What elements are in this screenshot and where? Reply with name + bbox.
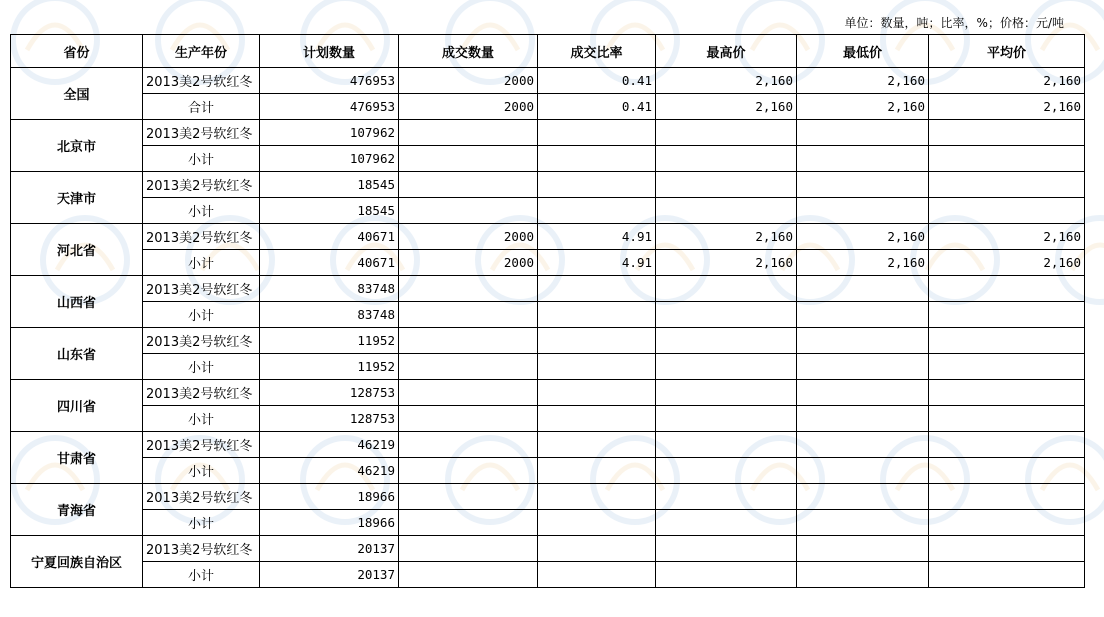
cell-avg-price	[929, 172, 1085, 198]
cell-max-price	[656, 536, 797, 562]
cell-deal-qty	[399, 328, 538, 354]
header-avg-price: 平均价	[929, 35, 1085, 68]
cell-deal-ratio	[538, 198, 656, 224]
cell-year: 小计	[143, 146, 260, 172]
cell-deal-qty	[399, 198, 538, 224]
cell-deal-ratio	[538, 484, 656, 510]
cell-max-price	[656, 406, 797, 432]
cell-deal-ratio: 0.41	[538, 94, 656, 120]
cell-avg-price	[929, 146, 1085, 172]
cell-plan-qty: 18966	[260, 510, 399, 536]
cell-deal-qty: 2000	[399, 250, 538, 276]
cell-max-price	[656, 432, 797, 458]
cell-min-price	[797, 536, 929, 562]
cell-plan-qty: 476953	[260, 94, 399, 120]
cell-deal-ratio	[538, 120, 656, 146]
cell-year: 小计	[143, 458, 260, 484]
cell-max-price: 2,160	[656, 68, 797, 94]
cell-min-price	[797, 120, 929, 146]
cell-plan-qty: 83748	[260, 302, 399, 328]
cell-plan-qty: 40671	[260, 224, 399, 250]
cell-avg-price	[929, 536, 1085, 562]
cell-year: 小计	[143, 354, 260, 380]
cell-max-price	[656, 302, 797, 328]
cell-year: 2013美2号软红冬	[143, 380, 260, 406]
cell-deal-qty	[399, 354, 538, 380]
cell-deal-ratio	[538, 510, 656, 536]
cell-year: 2013美2号软红冬	[143, 224, 260, 250]
cell-deal-qty	[399, 432, 538, 458]
cell-deal-ratio	[538, 302, 656, 328]
cell-year: 小计	[143, 562, 260, 588]
cell-plan-qty: 128753	[260, 380, 399, 406]
table-row	[11, 198, 1085, 224]
cell-min-price	[797, 510, 929, 536]
cell-deal-qty	[399, 458, 538, 484]
cell-avg-price	[929, 510, 1085, 536]
cell-deal-qty: 2000	[399, 68, 538, 94]
cell-deal-qty: 2000	[399, 224, 538, 250]
cell-deal-qty	[399, 484, 538, 510]
cell-deal-ratio: 4.91	[538, 250, 656, 276]
cell-avg-price	[929, 484, 1085, 510]
cell-avg-price	[929, 380, 1085, 406]
cell-deal-qty	[399, 562, 538, 588]
table-row	[11, 354, 1085, 380]
cell-deal-ratio	[538, 432, 656, 458]
table-row	[11, 276, 1085, 302]
cell-deal-ratio	[538, 406, 656, 432]
cell-avg-price	[929, 198, 1085, 224]
cell-year: 2013美2号软红冬	[143, 276, 260, 302]
table-row	[11, 406, 1085, 432]
cell-deal-qty	[399, 380, 538, 406]
cell-deal-qty	[399, 536, 538, 562]
province-name: 北京市	[11, 120, 143, 172]
cell-min-price	[797, 484, 929, 510]
cell-deal-qty	[399, 510, 538, 536]
cell-min-price	[797, 432, 929, 458]
table-row	[11, 458, 1085, 484]
province-name: 山西省	[11, 276, 143, 328]
cell-year: 2013美2号软红冬	[143, 484, 260, 510]
table-row	[11, 536, 1085, 562]
cell-max-price	[656, 510, 797, 536]
province-name: 青海省	[11, 484, 143, 536]
table-row	[11, 120, 1085, 146]
cell-max-price: 2,160	[656, 250, 797, 276]
cell-min-price: 2,160	[797, 224, 929, 250]
cell-max-price	[656, 354, 797, 380]
cell-min-price	[797, 562, 929, 588]
cell-year: 2013美2号软红冬	[143, 68, 260, 94]
table-row	[11, 68, 1085, 94]
cell-avg-price	[929, 328, 1085, 354]
cell-deal-ratio: 0.41	[538, 68, 656, 94]
table-row	[11, 250, 1085, 276]
province-name: 山东省	[11, 328, 143, 380]
cell-avg-price	[929, 406, 1085, 432]
cell-deal-ratio	[538, 380, 656, 406]
cell-max-price	[656, 276, 797, 302]
cell-plan-qty: 46219	[260, 432, 399, 458]
cell-min-price	[797, 172, 929, 198]
cell-max-price	[656, 562, 797, 588]
cell-year: 2013美2号软红冬	[143, 328, 260, 354]
table-row	[11, 224, 1085, 250]
cell-deal-qty	[399, 406, 538, 432]
cell-year: 小计	[143, 510, 260, 536]
cell-deal-ratio	[538, 328, 656, 354]
cell-year: 小计	[143, 406, 260, 432]
cell-plan-qty: 40671	[260, 250, 399, 276]
table-row	[11, 172, 1085, 198]
cell-year: 合计	[143, 94, 260, 120]
cell-max-price	[656, 172, 797, 198]
cell-deal-qty	[399, 276, 538, 302]
cell-year: 2013美2号软红冬	[143, 536, 260, 562]
cell-min-price: 2,160	[797, 250, 929, 276]
cell-avg-price	[929, 120, 1085, 146]
table-row	[11, 328, 1085, 354]
cell-min-price: 2,160	[797, 94, 929, 120]
cell-max-price	[656, 120, 797, 146]
cell-max-price	[656, 198, 797, 224]
province-name: 甘肃省	[11, 432, 143, 484]
cell-deal-ratio	[538, 562, 656, 588]
trade-table	[10, 34, 1085, 588]
header-province: 省份	[11, 35, 143, 68]
province-name: 河北省	[11, 224, 143, 276]
cell-avg-price	[929, 276, 1085, 302]
table-row	[11, 510, 1085, 536]
cell-max-price	[656, 146, 797, 172]
cell-avg-price: 2,160	[929, 224, 1085, 250]
cell-min-price	[797, 354, 929, 380]
cell-deal-ratio	[538, 146, 656, 172]
cell-year: 2013美2号软红冬	[143, 172, 260, 198]
header-deal-ratio: 成交比率	[538, 35, 656, 68]
cell-plan-qty: 107962	[260, 146, 399, 172]
province-name: 全国	[11, 68, 143, 120]
table-row	[11, 94, 1085, 120]
cell-deal-ratio	[538, 172, 656, 198]
cell-plan-qty: 11952	[260, 328, 399, 354]
cell-deal-qty: 2000	[399, 94, 538, 120]
cell-year: 2013美2号软红冬	[143, 120, 260, 146]
cell-year: 2013美2号软红冬	[143, 432, 260, 458]
cell-deal-ratio	[538, 276, 656, 302]
cell-deal-ratio: 4.91	[538, 224, 656, 250]
cell-max-price	[656, 328, 797, 354]
province-name: 宁夏回族自治区	[11, 536, 143, 588]
province-name: 四川省	[11, 380, 143, 432]
cell-year: 小计	[143, 198, 260, 224]
cell-min-price: 2,160	[797, 68, 929, 94]
cell-max-price	[656, 484, 797, 510]
header-min-price: 最低价	[797, 35, 929, 68]
cell-avg-price	[929, 458, 1085, 484]
table-row	[11, 302, 1085, 328]
cell-max-price	[656, 380, 797, 406]
cell-deal-qty	[399, 120, 538, 146]
table-row	[11, 432, 1085, 458]
table-row	[11, 484, 1085, 510]
header-deal-qty: 成交数量	[399, 35, 538, 68]
header-plan-qty: 计划数量	[260, 35, 399, 68]
cell-min-price	[797, 146, 929, 172]
cell-max-price	[656, 458, 797, 484]
cell-deal-ratio	[538, 458, 656, 484]
cell-deal-qty	[399, 172, 538, 198]
cell-plan-qty: 18545	[260, 198, 399, 224]
cell-plan-qty: 20137	[260, 536, 399, 562]
header-max-price: 最高价	[656, 35, 797, 68]
cell-min-price	[797, 302, 929, 328]
cell-plan-qty: 11952	[260, 354, 399, 380]
cell-plan-qty: 20137	[260, 562, 399, 588]
table-row	[11, 562, 1085, 588]
table-body	[11, 68, 1085, 588]
cell-deal-ratio	[538, 354, 656, 380]
cell-min-price	[797, 276, 929, 302]
cell-avg-price: 2,160	[929, 68, 1085, 94]
table-row	[11, 380, 1085, 406]
table-row	[11, 146, 1085, 172]
cell-avg-price	[929, 354, 1085, 380]
cell-avg-price: 2,160	[929, 250, 1085, 276]
header-year: 生产年份	[143, 35, 260, 68]
cell-deal-ratio	[538, 536, 656, 562]
cell-plan-qty: 46219	[260, 458, 399, 484]
cell-min-price	[797, 328, 929, 354]
cell-min-price	[797, 380, 929, 406]
cell-plan-qty: 18545	[260, 172, 399, 198]
cell-avg-price	[929, 302, 1085, 328]
cell-max-price: 2,160	[656, 224, 797, 250]
cell-deal-qty	[399, 146, 538, 172]
cell-plan-qty: 83748	[260, 276, 399, 302]
province-name: 天津市	[11, 172, 143, 224]
cell-plan-qty: 128753	[260, 406, 399, 432]
cell-plan-qty: 107962	[260, 120, 399, 146]
table-header	[11, 35, 1085, 68]
cell-plan-qty: 476953	[260, 68, 399, 94]
cell-min-price	[797, 406, 929, 432]
cell-deal-qty	[399, 302, 538, 328]
cell-avg-price: 2,160	[929, 94, 1085, 120]
header-row	[11, 35, 1085, 68]
cell-avg-price	[929, 432, 1085, 458]
cell-min-price	[797, 458, 929, 484]
unit-note: 单位：数量，吨；比率，%；价格：元/吨	[844, 16, 1064, 30]
cell-min-price	[797, 198, 929, 224]
cell-max-price: 2,160	[656, 94, 797, 120]
cell-avg-price	[929, 562, 1085, 588]
cell-year: 小计	[143, 250, 260, 276]
cell-year: 小计	[143, 302, 260, 328]
cell-plan-qty: 18966	[260, 484, 399, 510]
